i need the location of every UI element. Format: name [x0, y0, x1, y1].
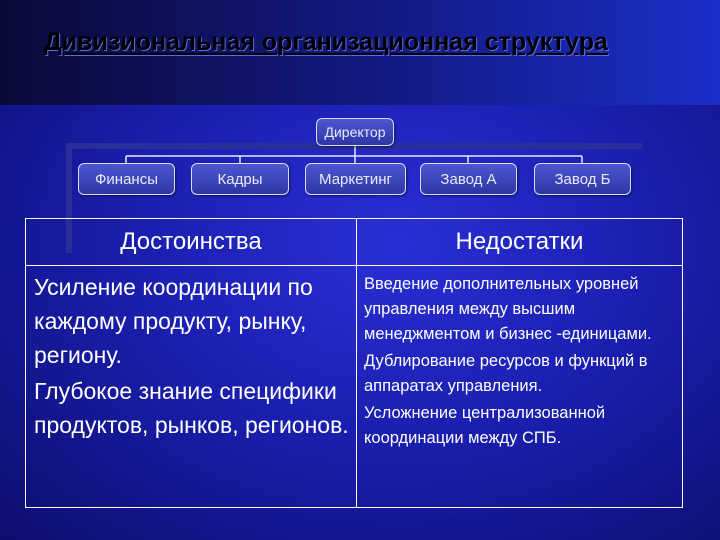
column-divider: [356, 219, 357, 507]
header-divider: [26, 265, 682, 266]
disadvantages-list: [364, 272, 682, 453]
disadvantage-item: Усложнение централизованной координации между СПБ.: [364, 404, 606, 447]
advantages-header: Достоинства: [120, 228, 262, 255]
pros-cons-table: [25, 218, 683, 508]
advantage-item: Глубокое знание специфики продуктов, рынков, регионов.: [34, 378, 349, 438]
org-node-plant-a: Завод А: [420, 163, 517, 195]
disadvantage-item: Введение дополнительных уровней управления между высшим менеджментом и бизнес -единицами.: [364, 275, 652, 343]
advantage-item: Усиление координации по каждому продукту, рынку, региону.: [34, 274, 313, 368]
slide-title: Дивизиональная организационная структура: [44, 28, 608, 56]
org-node-hr: Кадры: [191, 163, 289, 195]
org-node-plant-b: Завод Б: [534, 163, 631, 195]
disadvantage-item: Дублирование ресурсов и функций в аппаратах управления.: [364, 352, 648, 395]
org-node-director: Директор: [316, 118, 394, 146]
disadvantages-header: Недостатки: [455, 228, 584, 255]
org-node-finance: Финансы: [78, 163, 175, 195]
org-node-marketing: Маркетинг: [305, 163, 406, 195]
advantages-list: [34, 270, 352, 444]
